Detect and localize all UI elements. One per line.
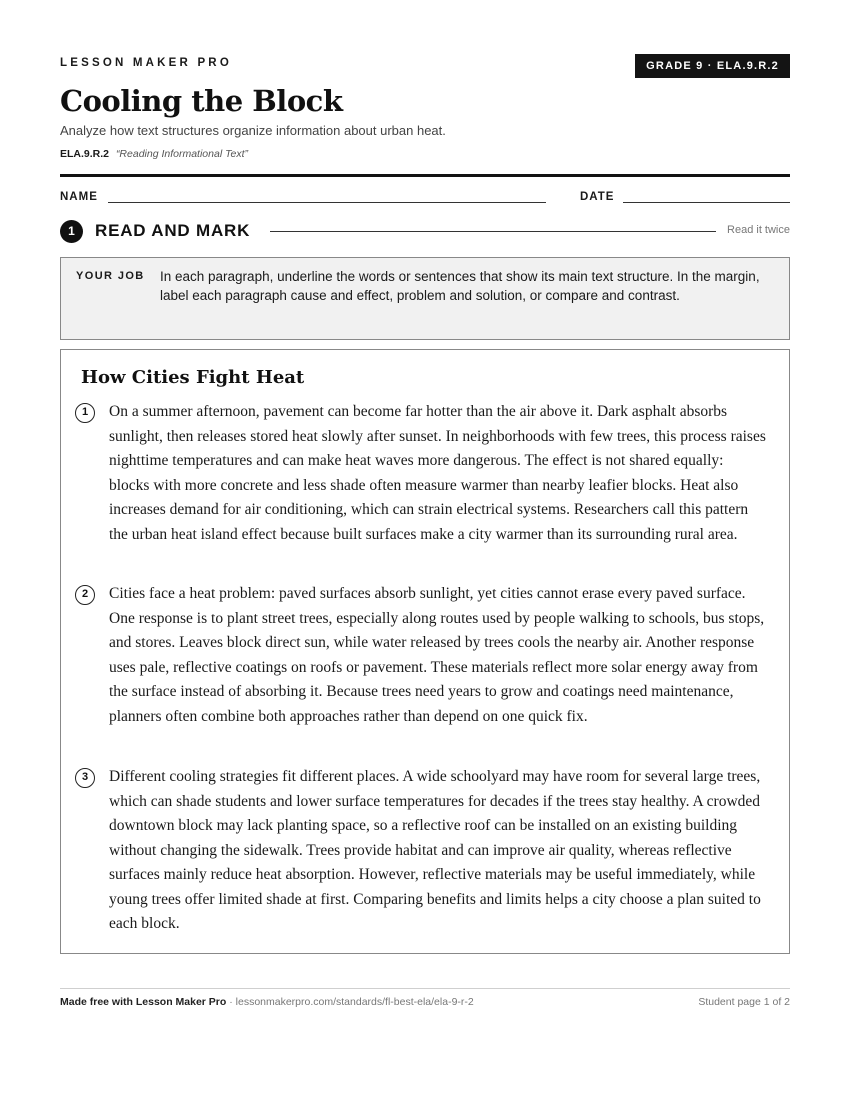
footer-brand: Made free with Lesson Maker Pro <box>60 996 227 1008</box>
footer-page-number: Student page 1 of 2 <box>698 996 790 1008</box>
date-label: DATE <box>580 191 615 203</box>
page-subtitle: Analyze how text structures organize information about urban heat. <box>60 123 446 138</box>
paragraph-text: Different cooling strategies fit different places. A wide schoolyard may have room for several large trees, which can shade students and lower surface temperatures for decades if the trees stay healthy. A crowded downtown block may lack planting space, so a reflective roof can be installed on an existing building without changing the sidewalk. Trees provide habitat and can improve air quality, whereas reflective surfaces mainly reduce heat absorption. However, reflective materials may be useful immediately, while young trees offer limited shade at first. Comparing benefits and limits helps a city choose a plan suited to each block. <box>109 768 761 932</box>
standard-line <box>60 148 248 160</box>
section-note: Read it twice <box>727 224 790 236</box>
job-label: YOUR JOB <box>76 270 145 282</box>
job-instructions: In each paragraph, underline the words or sentences that show its main text structure. In the margin, label each paragraph cause and effect, problem and solution, or compare and contrast. <box>160 269 760 303</box>
job-box <box>60 257 790 340</box>
header-divider <box>60 174 790 177</box>
paragraph-number: 2 <box>75 585 95 605</box>
passage-title: How Cities Fight Heat <box>81 367 305 388</box>
standard-name: “Reading Informational Text” <box>115 148 249 160</box>
paragraph-number: 1 <box>75 403 95 423</box>
standard-code: ELA.9.R.2 <box>60 148 110 160</box>
brand-label: LESSON MAKER PRO <box>60 57 232 69</box>
paragraph-text: Cities face a heat problem: paved surfaces absorb sunlight, yet cities cannot erase every paved surface. One response is to plant street trees, especially along routes used by people walking to schools, bus stops, and stores. Leaves block direct sun, while water released by trees cools the nearby air. Another response uses pale, reflective coatings on roofs or pavement. These materials reflect more solar energy away from the surface instead of absorbing it. Because trees need years to grow and coatings need maintenance, planners often combine both approaches rather than depend on one quick fix. <box>109 585 765 725</box>
footer-url: · lessonmakerpro.com/standards/fl-best-ela/ela-9-r-2 <box>226 996 474 1008</box>
paragraph-number: 3 <box>75 768 95 788</box>
grade-badge: GRADE 9 · ELA.9.R.2 <box>635 54 790 78</box>
passage-box <box>60 349 790 954</box>
name-label: NAME <box>60 191 98 203</box>
section-number-badge: 1 <box>60 220 83 243</box>
section-title: READ AND MARK <box>95 221 251 240</box>
name-field-line[interactable] <box>108 202 546 203</box>
footer-credit <box>60 996 474 1008</box>
section-divider <box>270 231 716 232</box>
paragraph-text: On a summer afternoon, pavement can become far hotter than the air above it. Dark asphalt absorbs sunlight, then releases stored heat slowly after sunset. In neighborhoods with few trees, this process raises nighttime temperatures and can make heat waves more dangerous. The effect is not shared equally: blocks with more concrete and less shade often measure warmer than nearby leafier blocks. Heat also increases demand for air conditioning, which can strain electrical systems. Researchers call this pattern the urban heat island effect because built surfaces make a city warmer than its surrounding rural area. <box>109 403 766 543</box>
page-title: Cooling the Block <box>60 84 343 118</box>
footer-divider <box>60 988 790 989</box>
date-field-line[interactable] <box>623 202 790 203</box>
